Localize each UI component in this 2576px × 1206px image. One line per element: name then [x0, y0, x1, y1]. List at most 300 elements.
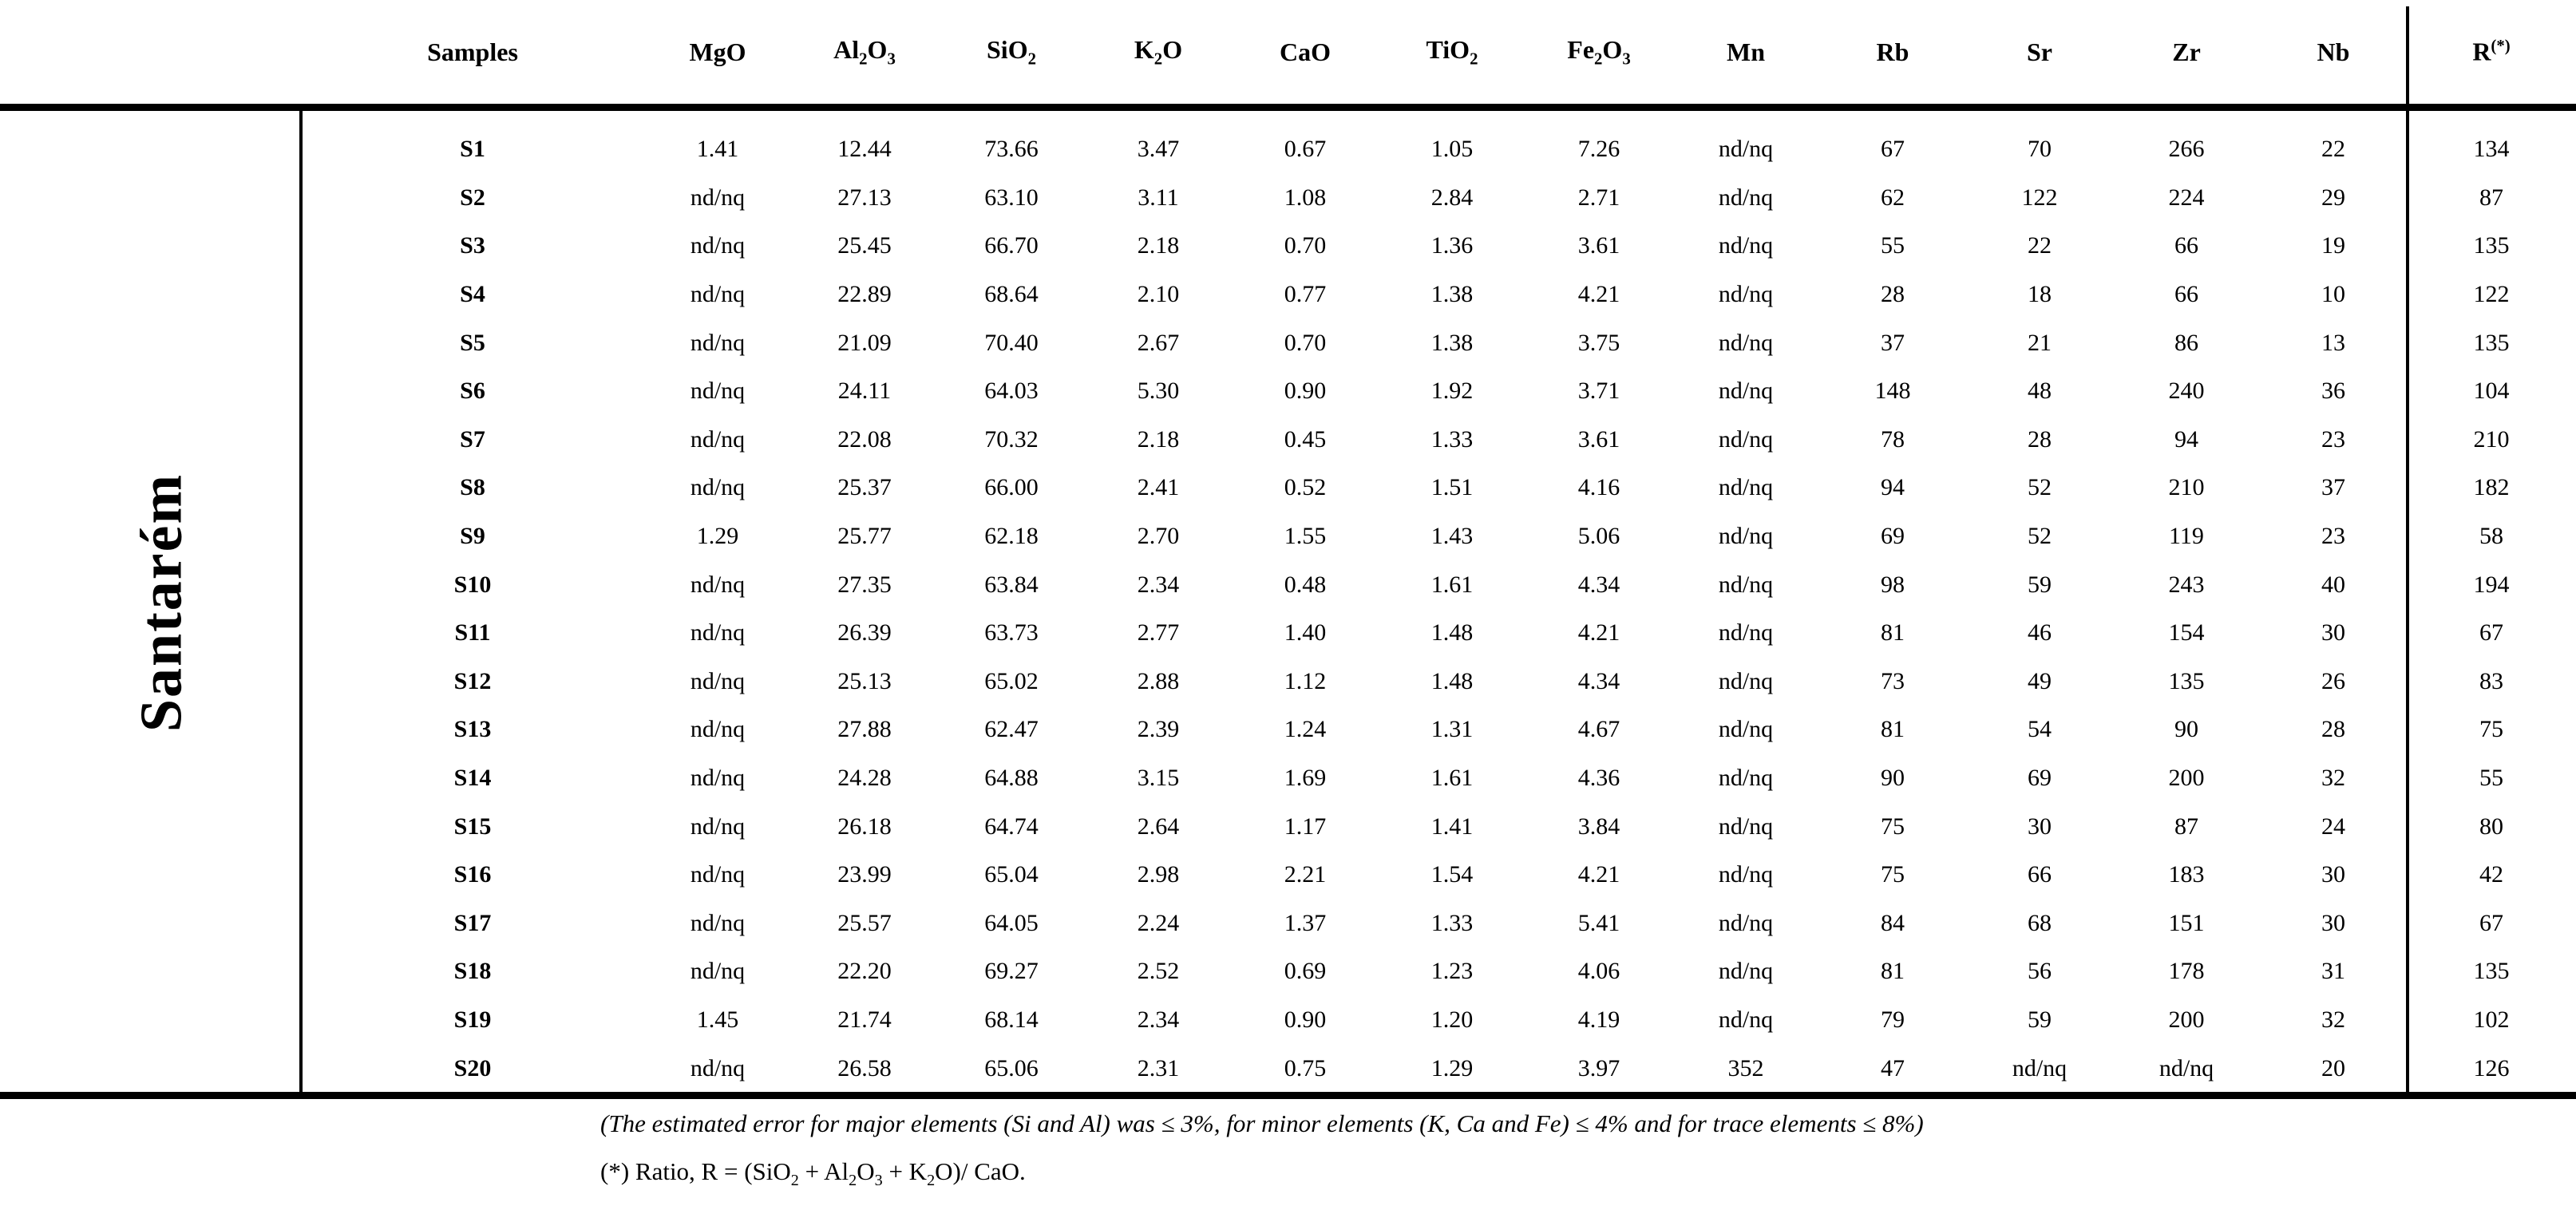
- table-cell: 126: [2473, 1054, 2510, 1081]
- table-cell: 4.21: [1577, 281, 1620, 308]
- sample-id: S7: [460, 425, 485, 453]
- table-cell: 69.27: [984, 958, 1039, 985]
- column-header-mgo: MgO: [689, 37, 746, 66]
- table-cell: 67: [2479, 619, 2503, 646]
- table-cell: 25.57: [837, 909, 892, 936]
- table-cell: 65.04: [984, 861, 1039, 888]
- table-cell: 70.40: [984, 329, 1039, 356]
- footnote-ratio: (*) Ratio, $R = (SiO_2 + Al_2O_3 + K_2O)/$ CaO.: [600, 1157, 1026, 1190]
- table-cell: 352: [1727, 1054, 1764, 1081]
- table-row: [0, 754, 2576, 803]
- table-cell: 2.77: [1137, 619, 1180, 646]
- table-cell: 86: [2174, 329, 2198, 356]
- table-cell: 48: [2028, 378, 2052, 405]
- table-cell: 1.31: [1430, 716, 1474, 743]
- table-cell: 2.18: [1137, 232, 1180, 259]
- table-cell: 65.02: [984, 667, 1039, 694]
- table-cell: 94: [1881, 474, 1905, 501]
- table-cell: 23.99: [837, 861, 892, 888]
- table-row: [0, 947, 2576, 996]
- table-cell: nd/nq: [1718, 716, 1774, 743]
- group-label: Santarém: [129, 473, 195, 733]
- footnote-error: (The estimated error for major elements (Si and Al) was ≤ 3%, for minor elements (K, Ca and Fe) ≤ 4% and for trace elements ≤ 8%): [600, 1109, 1924, 1137]
- table-cell: 3.61: [1577, 425, 1620, 453]
- table-cell: 59: [2028, 1006, 2052, 1033]
- table-cell: 69: [2028, 765, 2052, 792]
- table-row: [0, 271, 2576, 319]
- table-cell: 79: [1881, 1006, 1905, 1033]
- column-header-zr: Zr: [2172, 37, 2201, 66]
- table-cell: 87: [2479, 184, 2503, 211]
- table-cell: 1.33: [1430, 425, 1474, 453]
- table-cell: 19: [2321, 232, 2345, 259]
- table-cell: 29: [2321, 184, 2345, 211]
- table-cell: 0.90: [1284, 378, 1327, 405]
- column-header-mn: Mn: [1727, 37, 1765, 66]
- table-cell: nd/nq: [690, 909, 746, 936]
- footnotes: [600, 1109, 1924, 1190]
- column-header-sr: Sr: [2027, 37, 2052, 66]
- table-cell: 151: [2168, 909, 2205, 936]
- table-cell: 2.70: [1137, 523, 1180, 550]
- table-cell: 20: [2321, 1054, 2345, 1081]
- table-cell: 64.74: [984, 813, 1039, 840]
- table-cell: 135: [2168, 667, 2205, 694]
- table-cell: 64.03: [984, 378, 1039, 405]
- table-cell: 154: [2168, 619, 2205, 646]
- table-cell: 4.21: [1577, 861, 1620, 888]
- table-cell: nd/nq: [1718, 425, 1774, 453]
- table-cell: nd/nq: [1718, 1006, 1774, 1033]
- table-cell: nd/nq: [1718, 958, 1774, 985]
- table-cell: nd/nq: [1718, 281, 1774, 308]
- table-row: [0, 851, 2576, 900]
- table-cell: 240: [2168, 378, 2205, 405]
- table-cell: nd/nq: [1718, 861, 1774, 888]
- table-cell: nd/nq: [1718, 765, 1774, 792]
- sample-id: S6: [460, 378, 485, 405]
- table-cell: nd/nq: [1718, 378, 1774, 405]
- sample-id: S4: [460, 281, 485, 308]
- table-cell: 90: [1881, 765, 1905, 792]
- table-cell: 0.77: [1284, 281, 1327, 308]
- table-cell: 1.24: [1284, 716, 1327, 743]
- table-cell: 68.14: [984, 1006, 1039, 1033]
- table-cell: 68.64: [984, 281, 1039, 308]
- column-header-rb: Rb: [1876, 37, 1909, 66]
- table-cell: 28: [2321, 716, 2345, 743]
- table-cell: 42: [2479, 861, 2503, 888]
- table-cell: 2.34: [1137, 1006, 1180, 1033]
- table-cell: 135: [2473, 329, 2510, 356]
- table-cell: 24.28: [837, 765, 892, 792]
- table-cell: 1.29: [1430, 1054, 1474, 1081]
- table-cell: 2.41: [1137, 474, 1180, 501]
- table-cell: 224: [2168, 184, 2205, 211]
- sample-id: S15: [453, 813, 492, 840]
- table-cell: 0.70: [1284, 232, 1327, 259]
- table-cell: 64.05: [984, 909, 1039, 936]
- sample-id: S17: [453, 909, 492, 936]
- table-cell: 194: [2473, 571, 2510, 598]
- table-cell: 1.51: [1430, 474, 1474, 501]
- table-body: [0, 111, 2576, 1093]
- table-cell: 2.39: [1137, 716, 1180, 743]
- table-cell: 75: [1881, 813, 1905, 840]
- table-cell: 1.55: [1284, 523, 1327, 550]
- table-cell: 81: [1881, 958, 1905, 985]
- table-cell: 75: [1881, 861, 1905, 888]
- sample-id: S16: [453, 861, 492, 888]
- table-cell: 200: [2168, 765, 2205, 792]
- column-header-nb: Nb: [2317, 37, 2350, 66]
- table-cell: 46: [2028, 619, 2052, 646]
- table-cell: 266: [2168, 136, 2205, 163]
- table-cell: nd/nq: [690, 813, 746, 840]
- sample-id: S2: [460, 184, 485, 211]
- table-cell: nd/nq: [690, 378, 746, 405]
- table-row: [0, 367, 2576, 416]
- table-cell: nd/nq: [2012, 1054, 2068, 1081]
- table-cell: 26.39: [837, 619, 892, 646]
- table-cell: 21.74: [837, 1006, 892, 1033]
- table-cell: 66.00: [984, 474, 1039, 501]
- table-cell: 0.75: [1284, 1054, 1327, 1081]
- table-cell: 49: [2028, 667, 2052, 694]
- table-cell: 73.66: [984, 136, 1039, 163]
- table-cell: 0.90: [1284, 1006, 1327, 1033]
- table-cell: 13: [2321, 329, 2345, 356]
- table-cell: 24: [2321, 813, 2345, 840]
- table-cell: nd/nq: [690, 667, 746, 694]
- table-cell: 68: [2028, 909, 2052, 936]
- table-cell: 1.23: [1430, 958, 1474, 985]
- table-cell: nd/nq: [690, 958, 746, 985]
- table-cell: 3.11: [1138, 184, 1179, 211]
- table-cell: nd/nq: [1718, 909, 1774, 936]
- table-cell: 4.34: [1577, 571, 1620, 598]
- table-cell: 27.13: [837, 184, 892, 211]
- table-cell: 2.18: [1137, 425, 1180, 453]
- table-cell: 30: [2028, 813, 2052, 840]
- table-cell: 32: [2321, 765, 2345, 792]
- table-cell: nd/nq: [2159, 1054, 2214, 1081]
- table-cell: 122: [2021, 184, 2058, 211]
- table-cell: 22.20: [837, 958, 892, 985]
- table-cell: nd/nq: [690, 184, 746, 211]
- sample-id: S5: [460, 329, 485, 356]
- table-cell: nd/nq: [690, 861, 746, 888]
- table-cell: 80: [2479, 813, 2503, 840]
- column-header-ratio: R(*): [2472, 37, 2511, 66]
- table-cell: 2.52: [1137, 958, 1180, 985]
- table-cell: 1.29: [696, 523, 739, 550]
- sample-id: S8: [460, 474, 485, 501]
- table-cell: 119: [2169, 523, 2204, 550]
- table-cell: 1.38: [1430, 329, 1474, 356]
- table-cell: 24.11: [837, 378, 892, 405]
- table-cell: 1.05: [1430, 136, 1474, 163]
- table-cell: 36: [2321, 378, 2345, 405]
- table-cell: 3.61: [1577, 232, 1620, 259]
- table-cell: 18: [2028, 281, 2052, 308]
- table-row: [0, 174, 2576, 223]
- table-cell: 27.35: [837, 571, 892, 598]
- table-cell: 31: [2321, 958, 2345, 985]
- table-cell: 134: [2473, 136, 2510, 163]
- table-cell: 25.37: [837, 474, 892, 501]
- table-header-row: [0, 0, 2576, 104]
- table-cell: 4.36: [1577, 765, 1620, 792]
- table-cell: 1.48: [1430, 667, 1474, 694]
- table-cell: nd/nq: [1718, 474, 1774, 501]
- table-cell: 3.84: [1577, 813, 1620, 840]
- table-cell: 21.09: [837, 329, 892, 356]
- sample-id: S20: [453, 1054, 492, 1081]
- table-row: [0, 222, 2576, 271]
- table-cell: 66.70: [984, 232, 1039, 259]
- table-cell: 4.06: [1577, 958, 1620, 985]
- table-row: [0, 512, 2576, 561]
- table-cell: 63.10: [984, 184, 1039, 211]
- sample-id: S9: [460, 523, 485, 550]
- table-cell: 70: [2028, 136, 2052, 163]
- table-cell: 54: [2028, 716, 2052, 743]
- table-row: [0, 706, 2576, 754]
- table-cell: 2.64: [1137, 813, 1180, 840]
- column-header-al2o3: $Al_2O_3$: [833, 34, 896, 69]
- table-cell: 84: [1881, 909, 1905, 936]
- column-header-sio2: SiO$_2$: [987, 34, 1036, 69]
- table-cell: 62.47: [984, 716, 1039, 743]
- table-cell: 1.08: [1284, 184, 1327, 211]
- sample-id: S19: [453, 1006, 492, 1033]
- sample-id: S14: [453, 765, 492, 792]
- table-cell: 7.26: [1577, 136, 1620, 163]
- table-cell: 32: [2321, 1006, 2345, 1033]
- table-cell: 182: [2473, 474, 2510, 501]
- table-cell: 81: [1881, 619, 1905, 646]
- table-row: [0, 900, 2576, 948]
- table-cell: 64.88: [984, 765, 1039, 792]
- table-cell: 30: [2321, 909, 2345, 936]
- table-cell: 58: [2479, 523, 2503, 550]
- sample-id: S13: [453, 716, 492, 743]
- table-cell: 10: [2321, 281, 2345, 308]
- table-cell: 1.36: [1430, 232, 1474, 259]
- table-cell: 62.18: [984, 523, 1039, 550]
- table-cell: 52: [2028, 523, 2052, 550]
- table-row: [0, 609, 2576, 658]
- table-cell: 2.24: [1137, 909, 1180, 936]
- table-cell: 4.21: [1577, 619, 1620, 646]
- table-cell: 1.41: [696, 136, 739, 163]
- table-cell: 2.71: [1577, 184, 1620, 211]
- table-cell: 27.88: [837, 716, 892, 743]
- table-cell: 90: [2174, 716, 2198, 743]
- table-cell: 83: [2479, 667, 2503, 694]
- column-header-cao: CaO: [1280, 37, 1331, 66]
- table-cell: 1.69: [1284, 765, 1327, 792]
- table-cell: 25.45: [837, 232, 892, 259]
- table-cell: 23: [2321, 425, 2345, 453]
- table-cell: 1.37: [1284, 909, 1327, 936]
- table-cell: 178: [2168, 958, 2205, 985]
- table-cell: nd/nq: [1718, 813, 1774, 840]
- table-cell: 3.75: [1577, 329, 1620, 356]
- table-cell: 66: [2174, 281, 2198, 308]
- table-cell: 70.32: [984, 425, 1039, 453]
- table-cell: 52: [2028, 474, 2052, 501]
- table-cell: 1.54: [1430, 861, 1474, 888]
- table-cell: nd/nq: [1718, 184, 1774, 211]
- table-cell: 69: [1881, 523, 1905, 550]
- table-cell: 22: [2321, 136, 2345, 163]
- table-cell: 81: [1881, 716, 1905, 743]
- table-cell: 37: [1881, 329, 1905, 356]
- table-cell: 2.84: [1430, 184, 1474, 211]
- table-cell: nd/nq: [690, 474, 746, 501]
- table-cell: nd/nq: [1718, 571, 1774, 598]
- table-cell: 98: [1881, 571, 1905, 598]
- table-cell: 37: [2321, 474, 2345, 501]
- table-cell: 66: [2028, 861, 2052, 888]
- table-cell: 12.44: [837, 136, 892, 163]
- sample-id: S11: [454, 619, 491, 646]
- table-cell: 1.92: [1430, 378, 1474, 405]
- table-cell: 4.19: [1577, 1006, 1620, 1033]
- table-cell: nd/nq: [690, 619, 746, 646]
- table-cell: 135: [2473, 958, 2510, 985]
- table-cell: 1.41: [1430, 813, 1474, 840]
- table-cell: 5.41: [1577, 909, 1620, 936]
- table-cell: 104: [2473, 378, 2510, 405]
- table-cell: nd/nq: [690, 1054, 746, 1081]
- table-cell: 1.61: [1430, 571, 1474, 598]
- table-cell: 0.67: [1284, 136, 1327, 163]
- table-row: [0, 996, 2576, 1045]
- table-cell: 26: [2321, 667, 2345, 694]
- table-cell: 67: [2479, 909, 2503, 936]
- table-cell: 2.31: [1137, 1054, 1180, 1081]
- sample-id: S1: [460, 136, 485, 163]
- table-cell: 66: [2174, 232, 2198, 259]
- table-row: [0, 318, 2576, 367]
- table-cell: 1.17: [1284, 813, 1327, 840]
- sample-id: S10: [453, 571, 492, 598]
- table-cell: nd/nq: [690, 716, 746, 743]
- table-cell: 2.88: [1137, 667, 1180, 694]
- table-cell: nd/nq: [690, 571, 746, 598]
- table-cell: 23: [2321, 523, 2345, 550]
- table-cell: 102: [2473, 1006, 2510, 1033]
- table-cell: 1.48: [1430, 619, 1474, 646]
- sample-id: S18: [453, 958, 492, 985]
- table-row: [0, 1044, 2576, 1093]
- table-cell: 200: [2168, 1006, 2205, 1033]
- table-cell: 1.43: [1430, 523, 1474, 550]
- table-cell: 2.21: [1284, 861, 1327, 888]
- table-cell: 59: [2028, 571, 2052, 598]
- table-cell: nd/nq: [690, 281, 746, 308]
- table-cell: 122: [2473, 281, 2510, 308]
- table-cell: 2.98: [1137, 861, 1180, 888]
- table-cell: nd/nq: [690, 425, 746, 453]
- table-cell: nd/nq: [690, 329, 746, 356]
- table-cell: 1.45: [696, 1006, 739, 1033]
- table-cell: 210: [2473, 425, 2510, 453]
- table-cell: 0.69: [1284, 958, 1327, 985]
- table-cell: 25.13: [837, 667, 892, 694]
- table-cell: 3.71: [1577, 378, 1620, 405]
- table-cell: 4.16: [1577, 474, 1620, 501]
- table-cell: nd/nq: [690, 232, 746, 259]
- column-header-tio2: TiO$_2$: [1426, 34, 1478, 69]
- sample-id: S12: [453, 667, 492, 694]
- table-cell: 22: [2028, 232, 2052, 259]
- table-cell: nd/nq: [1718, 136, 1774, 163]
- column-header-k2o: $K_2O$: [1134, 34, 1183, 69]
- table-cell: 63.84: [984, 571, 1039, 598]
- table-cell: 30: [2321, 619, 2345, 646]
- table-cell: 148: [1874, 378, 1911, 405]
- table-cell: 87: [2174, 813, 2198, 840]
- table-cell: 1.20: [1430, 1006, 1474, 1033]
- table-cell: 47: [1881, 1054, 1905, 1081]
- table-cell: 21: [2028, 329, 2052, 356]
- table-cell: 40: [2321, 571, 2345, 598]
- table-cell: 67: [1881, 136, 1905, 163]
- table-cell: 56: [2028, 958, 2052, 985]
- table-cell: 0.70: [1284, 329, 1327, 356]
- table-cell: 62: [1881, 184, 1905, 211]
- table-row: [0, 802, 2576, 851]
- table-cell: 2.10: [1137, 281, 1180, 308]
- table-cell: 73: [1881, 667, 1905, 694]
- table-cell: 26.58: [837, 1054, 892, 1081]
- table-cell: 1.12: [1284, 667, 1327, 694]
- table-cell: 183: [2168, 861, 2205, 888]
- table-cell: 22.08: [837, 425, 892, 453]
- table-cell: 55: [1881, 232, 1905, 259]
- table-cell: 4.67: [1577, 716, 1620, 743]
- table-cell: nd/nq: [1718, 232, 1774, 259]
- table-cell: 3.15: [1137, 765, 1180, 792]
- table-cell: 25.77: [837, 523, 892, 550]
- table-cell: 22.89: [837, 281, 892, 308]
- table-cell: 78: [1881, 425, 1905, 453]
- table-row: [0, 416, 2576, 465]
- table-cell: 1.40: [1284, 619, 1327, 646]
- table-cell: nd/nq: [1718, 667, 1774, 694]
- table-cell: 55: [2479, 765, 2503, 792]
- table-row: [0, 658, 2576, 706]
- table-cell: 0.45: [1284, 425, 1327, 453]
- table-cell: nd/nq: [1718, 329, 1774, 356]
- table-cell: nd/nq: [690, 765, 746, 792]
- table-cell: nd/nq: [1718, 619, 1774, 646]
- table-row: [0, 464, 2576, 512]
- table-cell: 243: [2168, 571, 2205, 598]
- table-cell: nd/nq: [1718, 523, 1774, 550]
- table-cell: 1.38: [1430, 281, 1474, 308]
- sample-id: S3: [460, 232, 485, 259]
- table-cell: 3.97: [1577, 1054, 1620, 1081]
- table-cell: 4.34: [1577, 667, 1620, 694]
- table-cell: 5.30: [1137, 378, 1180, 405]
- table-row: [0, 125, 2576, 174]
- column-header-samples: Samples: [427, 37, 518, 66]
